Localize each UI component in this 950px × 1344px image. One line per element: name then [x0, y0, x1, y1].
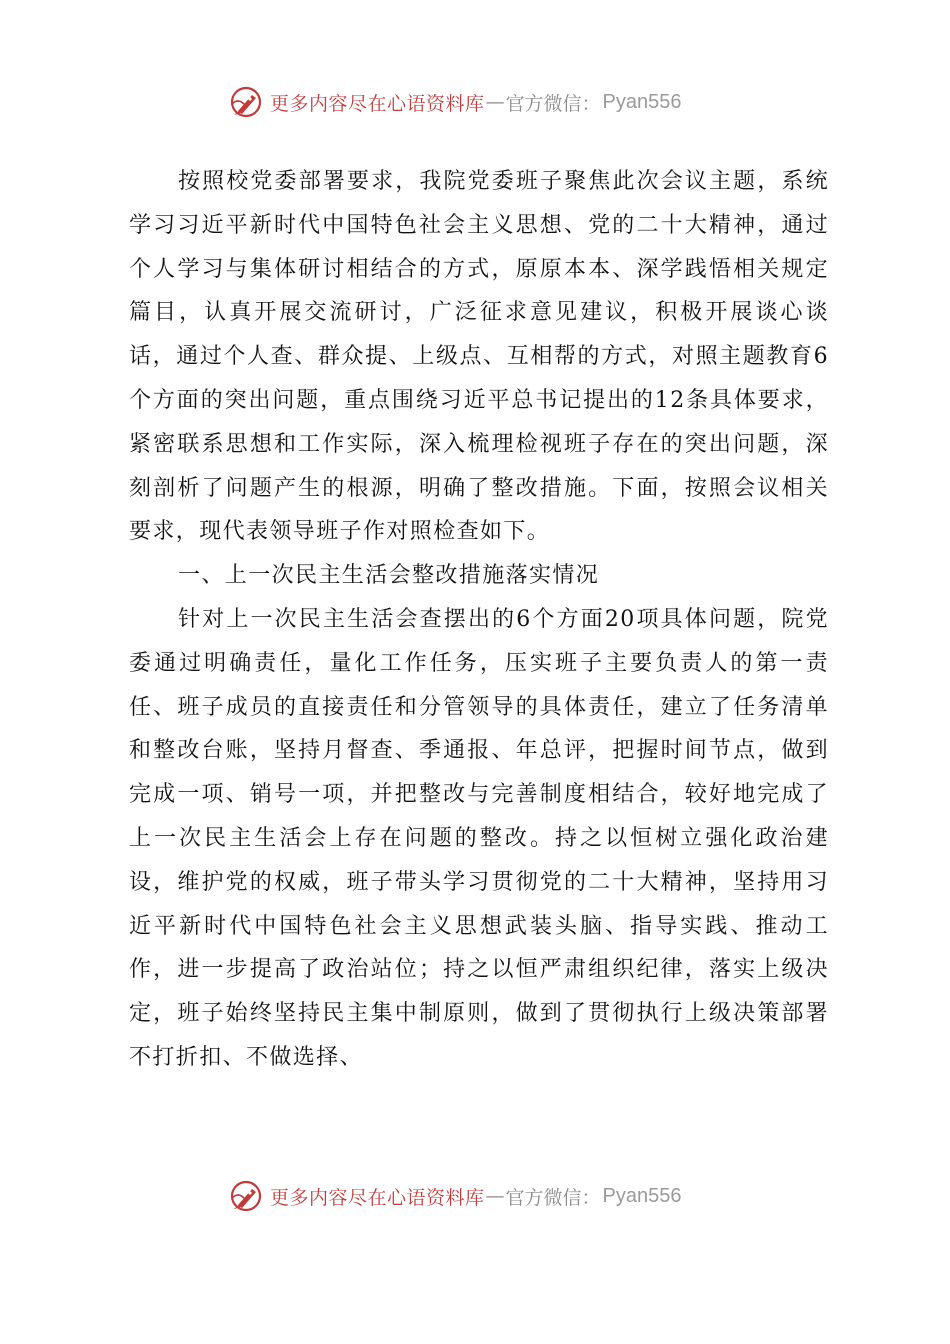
pen-nib-logo-icon: [228, 84, 264, 120]
document-body: [129, 160, 829, 1080]
banner-wechat-id: Pyan556: [602, 1184, 682, 1207]
banner-wechat-id: Pyan556: [602, 90, 682, 113]
footer-banner: [0, 1174, 950, 1218]
footer-banner-content: [228, 1174, 682, 1218]
section-heading-1: 一、上一次民主生活会整改措施落实情况: [178, 563, 600, 589]
banner-wechat-label: 官方微信：: [505, 1186, 601, 1209]
banner-separator: —: [485, 1185, 505, 1207]
banner-wechat-label: 官方微信：: [505, 92, 601, 115]
paragraph-section-1: 针对上一次民主生活会查摆出的6个方面20项具体问题，院党委通过明确责任，量化工作任务，压实班子主要负责人的第一责任、班子成员的直接责任和分管领导的具体责任，建立了任务清单和整改台账，坚持月督查、季通报、年总评，把握时间节点，做到完成一项、销号一项，并把整改与完善制度相结合，较好地完成了上一次民主生活会上存在问题的整改。持之以恒树立强化政治建设，维护党的权威，班子带头学习贯彻党的二十大精神，坚持用习近平新时代中国特色社会主义思想武装头脑、指导实践、推动工作，进一步提高了政治站位；持之以恒严肃组织纪律，落实上级决定，班子始终坚持民主集中制原则，做到了贯彻执行上级决策部署不打折扣、不做选择、: [129, 606, 829, 1070]
paragraph-intro: 按照校党委部署要求，我院党委班子聚焦此次会议主题，系统学习习近平新时代中国特色社会主义思想、党的二十大精神，通过个人学习与集体研讨相结合的方式，原原本本、深学践悟相关规定篇目，认真开展交流研讨，广泛征求意见建议，积极开展谈心谈话，通过个人查、群众提、上级点、互相帮的方式，对照主题教育6个方面的突出问题，重点围绕习近平总书记提出的12条具体要求，紧密联系思想和工作实际，深入梳理检视班子存在的突出问题，深刻剖析了问题产生的根源，明确了整改措施。下面，按照会议相关要求，现代表领导班子作对照检查如下。: [129, 169, 829, 545]
header-banner: [0, 80, 950, 124]
header-banner-content: [228, 80, 682, 124]
banner-separator: —: [485, 91, 505, 113]
banner-site-text: 更多内容尽在心语资料库: [270, 1186, 485, 1209]
banner-site-text: 更多内容尽在心语资料库: [270, 92, 485, 115]
pen-nib-logo-icon: [228, 1178, 264, 1214]
